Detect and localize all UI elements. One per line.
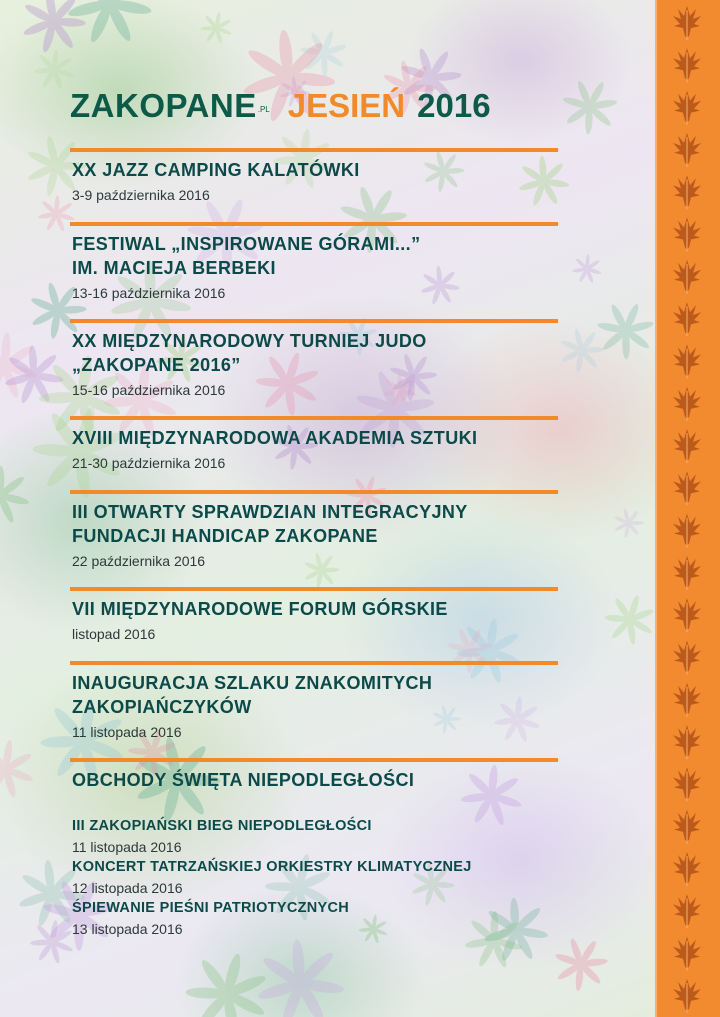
event-divider [70, 416, 558, 420]
event-title: VII MIĘDZYNARODOWE FORUM GÓRSKIE [72, 599, 448, 619]
event-title: INAUGURACJA SZLAKU ZNAKOMITYCH [72, 673, 433, 693]
event-title: XX JAZZ CAMPING KALATÓWKI [72, 160, 360, 180]
event-date: 15-16 października 2016 [72, 382, 226, 398]
subevent-item [72, 857, 552, 898]
subevent-item [72, 898, 552, 939]
subevent-title: III ZAKOPIAŃSKI BIEG NIEPODLEGŁOŚCI [72, 818, 372, 834]
thistle-ornament-icon [673, 810, 701, 844]
event-title: OBCHODY ŚWIĘTA NIEPODLEGŁOŚCI [72, 770, 415, 790]
event-item [72, 148, 562, 206]
subevent-date: 12 listopada 2016 [72, 880, 183, 896]
thistle-ornament-icon [673, 48, 701, 82]
thistle-ornament-icon [673, 218, 701, 252]
leaf-shape [0, 465, 30, 524]
event-date: 21-30 października 2016 [72, 455, 226, 471]
thistle-ornament-icon [673, 260, 701, 294]
event-item [72, 416, 562, 474]
event-title: IM. MACIEJA BERBEKI [72, 258, 276, 278]
thistle-ornament-icon [673, 598, 701, 632]
thistle-ornament-icon [673, 344, 701, 378]
leaf-shape [559, 327, 605, 374]
brand-suffix: .PL [257, 105, 270, 114]
ornament-strip [655, 0, 720, 1017]
event-item [72, 758, 562, 792]
event-date: 3-9 października 2016 [72, 187, 210, 203]
event-title: FESTIWAL „INSPIROWANE GÓRAMI...” [72, 234, 421, 254]
thistle-ornament-icon [673, 894, 701, 928]
thistle-ornament-icon [673, 133, 701, 167]
year-title: 2016 [417, 87, 491, 124]
page-header [70, 80, 570, 126]
thistle-ornament-icon [673, 937, 701, 971]
event-divider [70, 490, 558, 494]
event-divider [70, 148, 558, 152]
leaf-shape [0, 738, 36, 801]
leaf-shape [200, 11, 233, 45]
event-title: XVIII MIĘDZYNARODOWA AKADEMIA SZTUKI [72, 428, 478, 448]
event-title: „ZAKOPANE 2016” [72, 355, 241, 375]
thistle-ornament-icon [673, 91, 701, 125]
thistle-ornament-icon [673, 767, 701, 801]
subevent-title: KONCERT TATRZAŃSKIEJ ORKIESTRY KLIMATYCZNEJ [72, 859, 472, 875]
thistle-ornament-icon [673, 556, 701, 590]
subevent-list [72, 816, 552, 939]
subevent-title: ŚPIEWANIE PIEŚNI PATRIOTYCZNYCH [72, 900, 350, 916]
thistle-ornament-icon [673, 302, 701, 336]
event-title: XX MIĘDZYNARODOWY TURNIEJ JUDO [72, 331, 427, 351]
leaf-shape [35, 193, 77, 236]
event-item [72, 587, 562, 645]
event-divider [70, 319, 558, 323]
thistle-ornament-icon [673, 683, 701, 717]
event-date: 13-16 października 2016 [72, 285, 226, 301]
season-title: JESIEŃ [287, 87, 406, 124]
leaf-shape [567, 248, 608, 289]
subevent-date: 13 listopada 2016 [72, 921, 183, 937]
thistle-ornament-icon [673, 979, 701, 1013]
leaf-shape [607, 502, 649, 544]
thistle-ornament-icon [673, 175, 701, 209]
event-divider [70, 587, 558, 591]
event-divider [70, 758, 558, 762]
thistle-ornament-icon [673, 641, 701, 675]
event-title: FUNDACJI HANDICAP ZAKOPANE [72, 526, 378, 546]
event-divider [70, 222, 558, 226]
leaf-shape [596, 585, 655, 654]
brand-logo: ZAKOPANE [70, 87, 257, 124]
thistle-ornament-icon [673, 6, 701, 40]
leaf-shape [168, 936, 285, 1017]
event-title: ZAKOPIAŃCZYKÓW [72, 697, 252, 717]
event-item [72, 319, 562, 401]
thistle-ornament-icon [673, 429, 701, 463]
event-item [72, 490, 562, 572]
leaf-shape [546, 930, 615, 998]
event-divider [70, 661, 558, 665]
thistle-ornament-icon [673, 514, 701, 548]
thistle-ornament-column [655, 0, 720, 1017]
leaf-shape [596, 302, 655, 360]
subevent-date: 11 listopada 2016 [72, 839, 182, 855]
event-title: III OTWARTY SPRAWDZIAN INTEGRACYJNY [72, 502, 468, 522]
thistle-ornament-icon [673, 387, 701, 421]
event-date: 22 października 2016 [72, 553, 206, 569]
subevent-item [72, 816, 552, 857]
thistle-ornament-icon [673, 471, 701, 505]
event-item [72, 661, 562, 743]
event-item [72, 222, 562, 304]
thistle-ornament-icon [673, 852, 701, 886]
thistle-ornament-icon [673, 725, 701, 759]
event-date: listopad 2016 [72, 626, 156, 642]
event-date: 11 listopada 2016 [72, 724, 182, 740]
